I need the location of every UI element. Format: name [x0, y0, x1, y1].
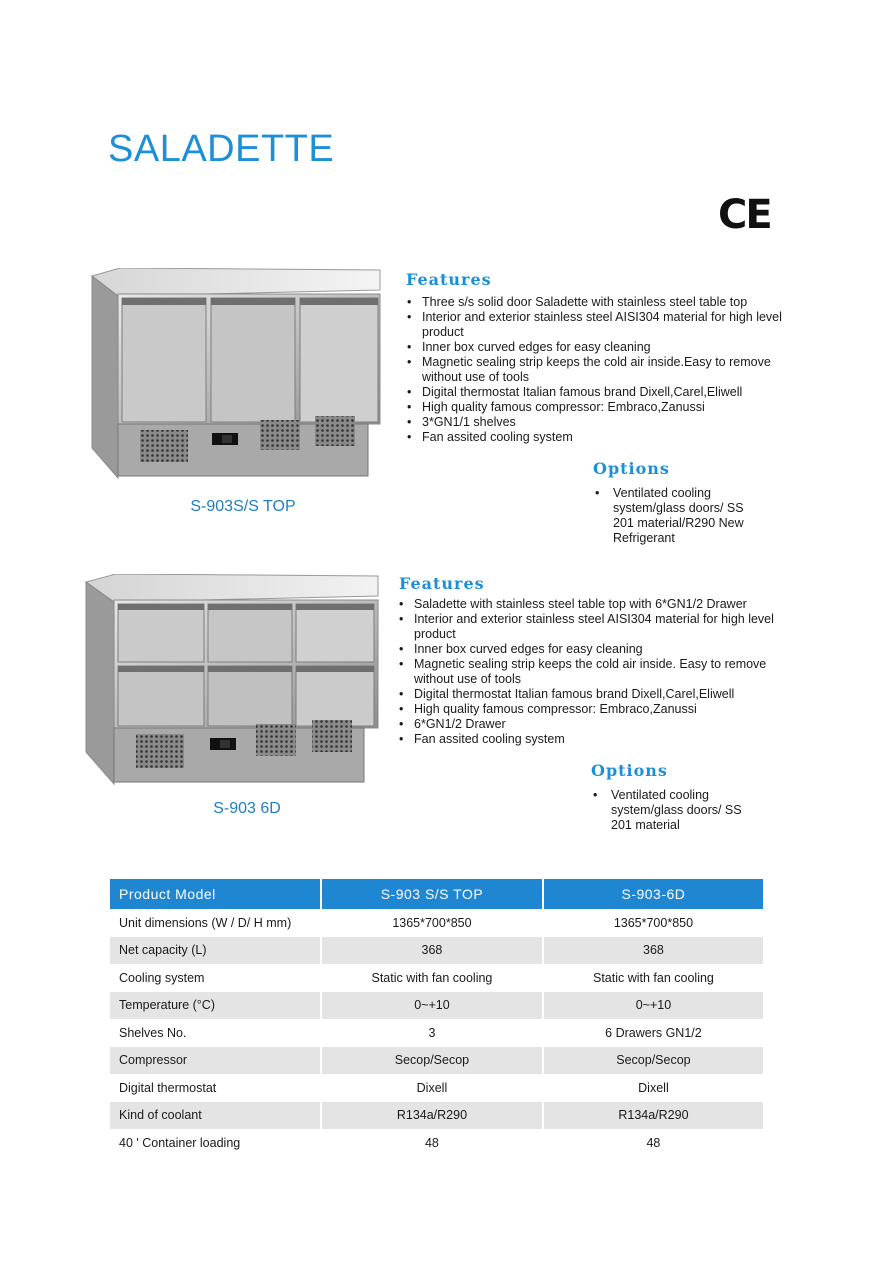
table-header-cell: S-903 S/S TOP	[321, 879, 543, 909]
table-header-row	[110, 879, 763, 909]
table-row	[110, 964, 763, 992]
list-item: • Digital thermostat Italian famous brand Dixell,Carel,Eliwell	[407, 385, 792, 400]
table-cell: Dixell	[321, 1074, 543, 1102]
table-cell: R134a/R290	[321, 1102, 543, 1130]
list-item: • Magnetic sealing strip keeps the cold air inside. Easy to remove without use of tools	[399, 657, 779, 687]
options-text: • Ventilated cooling system/glass doors/ SS 201 material	[593, 788, 742, 832]
options-text: • Ventilated cooling system/glass doors/ SS 201 material/R290 New Refrigerant	[595, 486, 744, 545]
list-item: • Magnetic sealing strip keeps the cold air inside.Easy to remove without use of tools	[407, 355, 792, 385]
table-cell: 3	[321, 1019, 543, 1047]
table-row	[110, 992, 763, 1020]
table-cell: Static with fan cooling	[321, 964, 543, 992]
table-cell: 48	[321, 1129, 543, 1157]
table-row	[110, 1074, 763, 1102]
options-heading: Options	[593, 459, 670, 478]
table-row	[110, 1019, 763, 1047]
list-item: • 3*GN1/1 shelves	[407, 415, 792, 430]
ce-mark: CE	[718, 192, 771, 238]
table-cell: 48	[543, 1129, 763, 1157]
list-item: • Interior and exterior stainless steel AISI304 material for high level product	[407, 310, 792, 340]
table-cell: 368	[543, 937, 763, 965]
table-cell: 0~+10	[321, 992, 543, 1020]
table-cell: Static with fan cooling	[543, 964, 763, 992]
table-cell: Unit dimensions (W / D/ H mm)	[119, 915, 292, 930]
table-cell: Secop/Secop	[321, 1047, 543, 1075]
table-cell: Secop/Secop	[543, 1047, 763, 1075]
table-row	[110, 1129, 763, 1157]
bullet-icon: •	[595, 486, 600, 500]
list-item: • 6*GN1/2 Drawer	[399, 717, 779, 732]
table-cell: Kind of coolant	[110, 1102, 321, 1130]
table-cell: Digital thermostat	[119, 1080, 217, 1095]
table-header-cell: S-903-6D	[543, 879, 763, 909]
table-cell: Shelves No.	[119, 1025, 187, 1040]
table-row	[110, 1102, 763, 1130]
table-header-cell: Product Model	[110, 879, 321, 909]
table-cell: 6 Drawers GN1/2	[543, 1019, 763, 1047]
features-list	[407, 295, 792, 445]
bullet-icon: •	[593, 788, 598, 802]
table-cell: 40 ' Container loading	[119, 1135, 241, 1150]
table-cell: Net capacity (L)	[110, 937, 321, 965]
table-row	[110, 1047, 763, 1075]
table-row	[110, 909, 763, 937]
product-caption: S-903S/S TOP	[190, 498, 296, 515]
list-item: • Fan assited cooling system	[399, 732, 779, 747]
list-item: • Three s/s solid door Saladette with stainless steel table top	[407, 295, 792, 310]
features-heading: Features	[406, 270, 492, 289]
table-cell: Cooling system	[119, 970, 205, 985]
options-heading: Options	[591, 761, 668, 780]
table-cell: R134a/R290	[543, 1102, 763, 1130]
table-cell: 368	[321, 937, 543, 965]
list-item: • Inner box curved edges for easy cleaning	[407, 340, 792, 355]
table-cell: Dixell	[543, 1074, 763, 1102]
product-image-s903-top	[90, 268, 382, 480]
table-cell: 1365*700*850	[543, 909, 763, 937]
table-cell: 1365*700*850	[321, 909, 543, 937]
spec-table	[110, 879, 763, 1157]
page-title: SALADETTE	[108, 128, 335, 170]
table-cell: Temperature (°C)	[110, 992, 321, 1020]
list-item: • Inner box curved edges for easy cleaning	[399, 642, 779, 657]
table-cell: Compressor	[110, 1047, 321, 1075]
features-heading: Features	[399, 574, 485, 593]
product-image-s903-6d	[84, 574, 380, 786]
features-list	[399, 597, 779, 747]
list-item: • High quality famous compressor: Embraco,Zanussi	[407, 400, 792, 415]
table-row	[110, 937, 763, 965]
list-item: • High quality famous compressor: Embraco,Zanussi	[399, 702, 779, 717]
list-item: • Fan assited cooling system	[407, 430, 792, 445]
list-item: • Saladette with stainless steel table top with 6*GN1/2 Drawer	[399, 597, 779, 612]
table-cell: 0~+10	[543, 992, 763, 1020]
product-caption: S-903 6D	[213, 800, 281, 817]
list-item: • Interior and exterior stainless steel AISI304 material for high level product	[399, 612, 779, 642]
list-item: • Digital thermostat Italian famous brand Dixell,Carel,Eliwell	[399, 687, 779, 702]
